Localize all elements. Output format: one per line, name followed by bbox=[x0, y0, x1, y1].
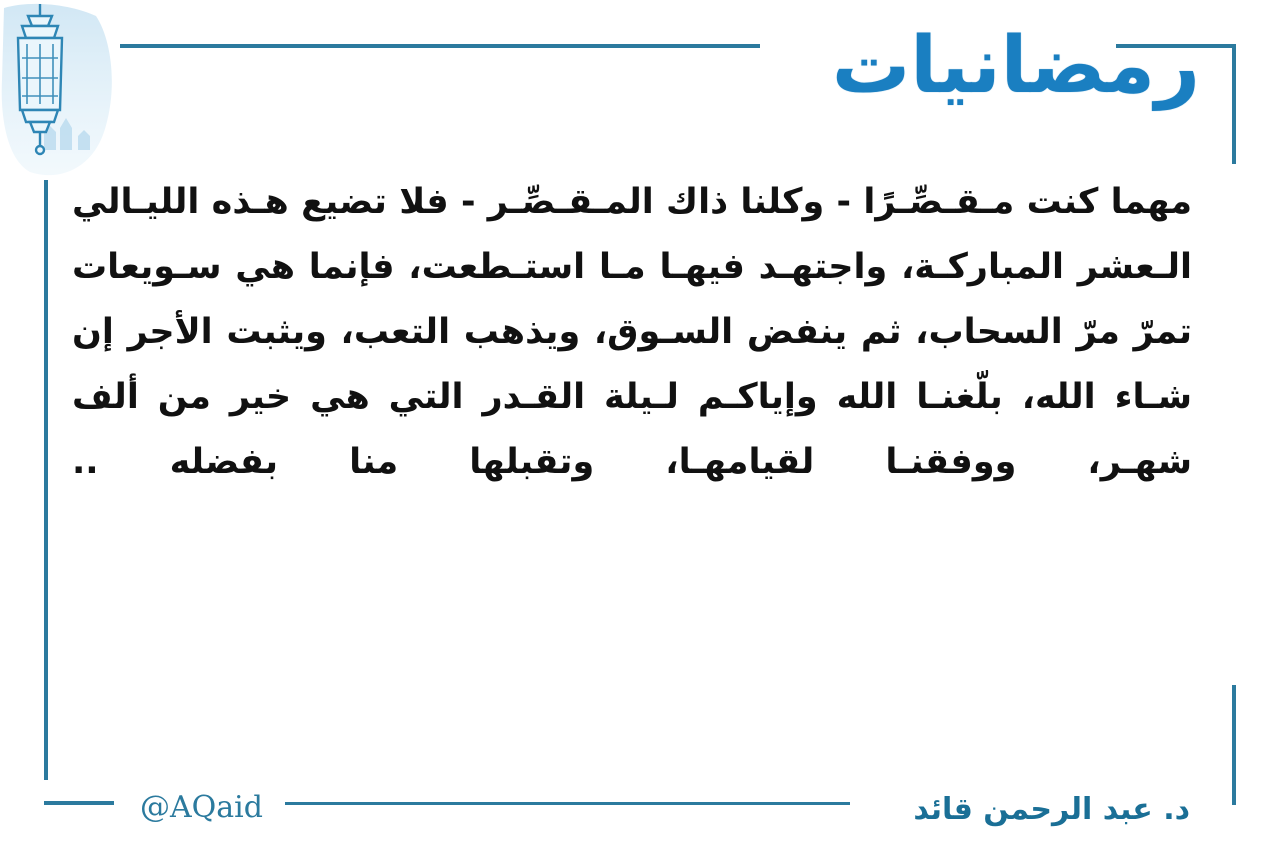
frame-left-vertical bbox=[44, 180, 48, 780]
frame-top-line bbox=[120, 44, 760, 48]
frame-bottom-middle-line bbox=[285, 802, 850, 805]
page-title: رمضانيات bbox=[831, 21, 1200, 111]
quote-body bbox=[72, 170, 1192, 495]
lantern-icon bbox=[0, 0, 130, 185]
author-name: د. عبد الرحمن قائد bbox=[913, 792, 1190, 827]
frame-bottom-left-corner bbox=[44, 801, 114, 805]
quote-paragraph: مهما كنت مـقـصِّـرًا - وكلنا ذاك المـقـصِّـر - فلا تضيع هـذه الليـالي الـعشر المباركـة، واجتهـد فيهـا مـا استـطعت، فإنما هي سـويعات تمرّ مرّ السحاب، ثم ينفض السـوق، ويذهب التعب، ويثبت الأجر إن شـاء الله، بلّغنـا الله وإياكـم لـيلة القـدر التي هي خير من ألف شهـر، ووفقنـا لقيامهـا، وتقبلها منا بفضله .. bbox=[72, 182, 1192, 483]
frame-right-lower-vertical bbox=[1232, 685, 1236, 805]
frame-right-upper-vertical bbox=[1232, 44, 1236, 164]
social-handle: @AQaid bbox=[140, 790, 263, 825]
